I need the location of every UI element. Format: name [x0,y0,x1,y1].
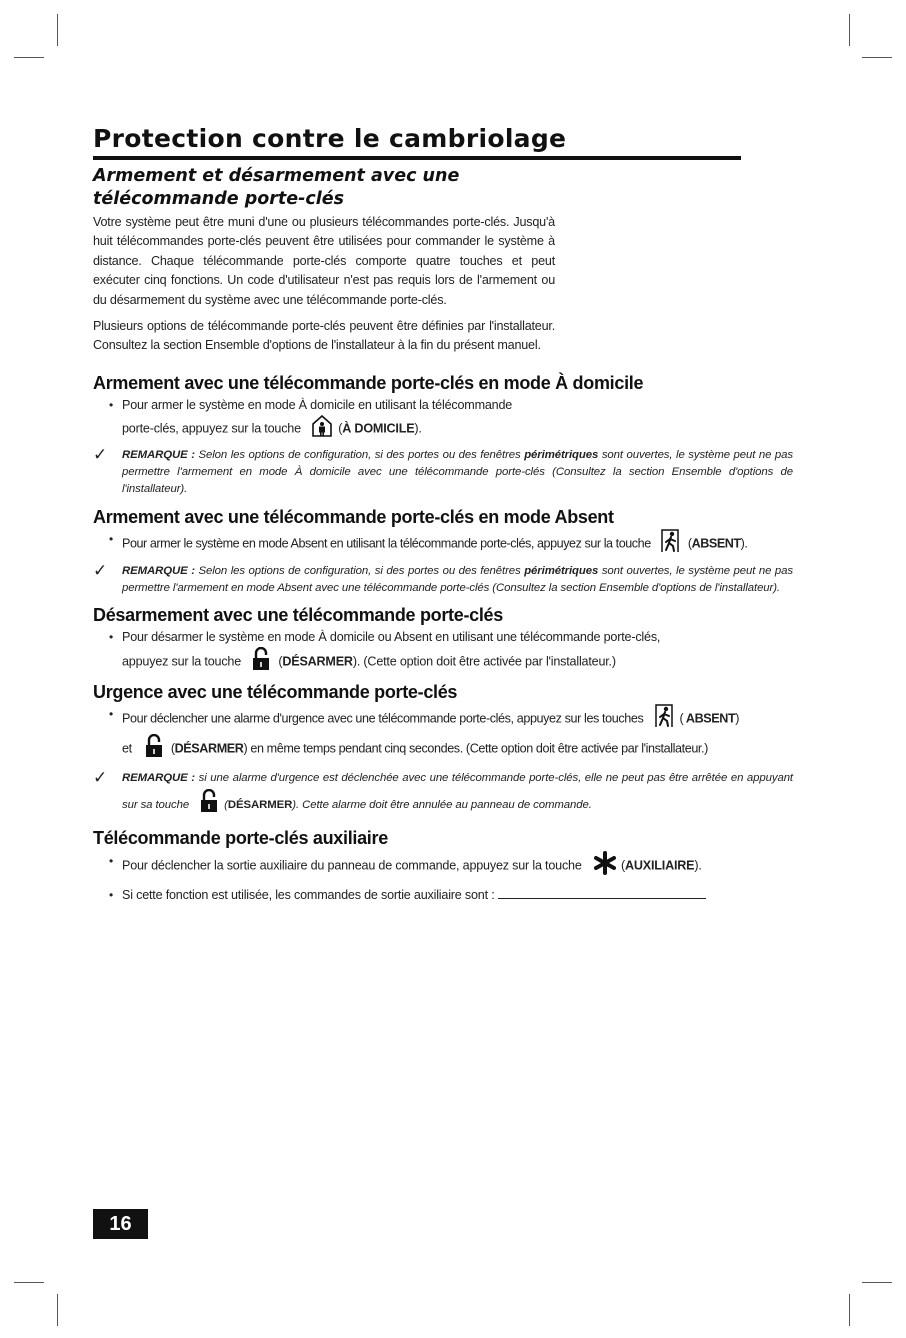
home-icon [312,415,332,443]
note-lead: REMARQUE : [122,564,195,577]
bullet-disarm-line2-a: appuyez sur la touche [122,654,242,669]
section-heading-disarm: Désarmement avec une télécommande porte-clés [93,604,503,625]
bullet-emergency: • Pour déclencher une alarme d'urgence avec une télécommande porte-clés, appuyez sur les touches ( ABSENT) et (DÉSARMER) en même temps pendant cinq secondes. (Cette option doit être activée par l'installateur.) [93,704,793,764]
bullet-disarm: • Pour désarmer le système en mode À domicile ou Absent en utilisant une télécommande porte-clés, appuyez sur la touche (DÉSARMER). (Cette option doit être activée par l'installateur.) [93,627,793,677]
bullet-dot: • [109,853,114,868]
bullet-away-text: Pour armer le système en mode Absent en utilisant la télécommande porte-clés, appuyez sur la touche [122,536,651,551]
asterisk-icon [593,851,617,881]
title-rule [93,156,741,160]
subtitle-line-1: Armement et désarmement avec une [93,166,460,186]
page-content [93,124,793,905]
section-emergency [93,681,793,821]
crop-mark [862,57,892,58]
checkmark-icon: ✓ [93,767,108,787]
bullet-dot: • [109,629,114,644]
note-away-text-b: sont ouvertes, le système peut ne pas permettre l'armement en mode Absent avec une télécommande porte-clés (Consultez la section Ensemble d'options de l'installateur). [122,564,793,594]
note-home-text-a: Selon les options de configuration, si des portes ou des fenêtres [198,448,521,461]
note-home-text-b: sont ouvertes, le système peut ne pas permettre l'armement en mode À domicile avec une télécommande porte-clés (Consultez la section Ensemble d'options de l'installateur). [122,448,793,495]
bullet-home: • Pour armer le système en mode À domicile en utilisant la télécommande porte-clés, appuyez sur la touche (À DOMICILE). [93,395,793,443]
key-away-label: ABSENT [691,536,741,551]
bullet-away: • Pour armer le système en mode Absent en utilisant la télécommande porte-clés, appuyez sur la touche (ABSENT). [93,529,793,559]
note-emergency: ✓ REMARQUE : si une alarme d'urgence est déclenchée avec une télécommande porte-clés, elle ne peut pas être arrêtée en appuyant sur sa touche (DÉSARMER). Cette alarme doit être annulée au panneau de commande. [93,768,793,821]
section-heading-auxiliary: Télécommande porte-clés auxiliaire [93,827,388,848]
crop-mark [849,14,850,46]
crop-mark [57,14,58,46]
intro-paragraph-1: Votre système peut être muni d'une ou plusieurs télécommandes porte-clés. Jusqu'à huit télécommandes porte-clés peuvent être utilisées pour commander le système à distance. Chaque télécommande porte-clés comporte quatre touches et peut exécuter cinq fonctions. Un code d'utilisateur n'est pas requis lors de l'armement ou du désarmement du système avec une télécommande porte-clés. [93,215,555,307]
crop-mark [14,1282,44,1283]
bullet-emergency-line1: Pour déclencher une alarme d'urgence avec une télécommande porte-clés, appuyez sur les touches [122,711,644,726]
bullet-auxiliary-1: • Pour déclencher la sortie auxiliaire du panneau de commande, appuyez sur la touche (AUXILIAIRE). [93,851,793,881]
section-heading-home: Armement avec une télécommande porte-clés en mode À domicile [93,372,644,393]
section-auxiliary [93,827,793,905]
note-emergency-text-a: si une alarme d'urgence est déclenchée avec une télécommande porte-clés, elle ne peut pas être arrêtée en appuyant sur sa touche [122,771,794,811]
bullet-dot: • [109,531,113,546]
crop-mark [57,1294,58,1326]
key-disarm-label: DÉSARMER [282,654,353,669]
bullet-auxiliary-2-text: Si cette fonction est utilisée, les commandes de sortie auxiliaire sont : [122,887,495,902]
bullet-emergency-line2-a: et [122,741,132,756]
note-emergency-text-b: . Cette alarme doit être annulée au panneau de commande. [295,798,592,811]
key-auxiliary-label: AUXILIAIRE [624,858,695,873]
bullet-home-line2: porte-clés, appuyez sur la touche [122,421,301,436]
crop-mark [849,1294,850,1326]
note-home-keyword: périmétriques [524,448,599,461]
unlock-icon [200,789,218,821]
section-home [93,372,793,498]
bullet-dot: • [109,397,114,412]
key-emergency-away-label: ABSENT [683,711,736,726]
key-home-label: À DOMICILE [342,421,415,436]
bullet-dot: • [109,706,113,721]
section-disarm [93,604,793,677]
note-away-text-a: Selon les options de configuration, si des portes ou des fenêtres [198,564,521,577]
bullet-auxiliary-2 [93,885,793,905]
bullet-auxiliary-1-text: Pour déclencher la sortie auxiliaire du panneau de commande, appuyez sur la touche [122,858,582,873]
subtitle [93,165,793,211]
unlock-icon [145,734,163,764]
section-heading-away: Armement avec une télécommande porte-clés en mode Absent [93,506,614,527]
bullet-disarm-line2-b: . (Cette option doit être activée par l'installateur.) [356,654,616,669]
section-away [93,506,793,597]
fill-in-blank[interactable] [498,886,706,899]
intro-paragraph-2: Plusieurs options de télécommande porte-clés peuvent être définies par l'installateur. Consultez la section Ensemble d'options de l'installateur à la fin du présent manuel. [93,319,555,353]
page-number: 16 [93,1209,148,1239]
note-emergency-key-label: DÉSARMER [227,798,293,811]
note-lead: REMARQUE : [122,771,195,784]
key-emergency-disarm-label: DÉSARMER [174,741,244,756]
page-title: Protection contre le cambriolage [93,124,567,153]
checkmark-icon: ✓ [93,444,108,464]
bullet-dot: • [109,887,114,902]
bullet-home-line1: Pour armer le système en mode À domicile en utilisant la télécommande [122,397,513,412]
bullet-disarm-line1: Pour désarmer le système en mode À domicile ou Absent en utilisant une télécommande porte-clés, [122,629,661,644]
checkmark-icon: ✓ [93,560,108,580]
note-home [93,444,793,498]
bullet-emergency-line2-b: en même temps pendant cinq secondes. (Cette option doit être activée par l'installateur.) [247,741,708,756]
away-icon [660,529,682,559]
crop-mark [862,1282,892,1283]
subtitle-line-2: télécommande porte-clés [93,189,345,209]
note-away-keyword: périmétriques [524,564,599,577]
crop-mark [14,57,44,58]
note-lead: REMARQUE : [122,448,195,461]
unlock-icon [252,647,270,677]
note-away [93,560,793,597]
away-icon [654,704,676,734]
section-heading-emergency: Urgence avec une télécommande porte-clés [93,681,458,702]
